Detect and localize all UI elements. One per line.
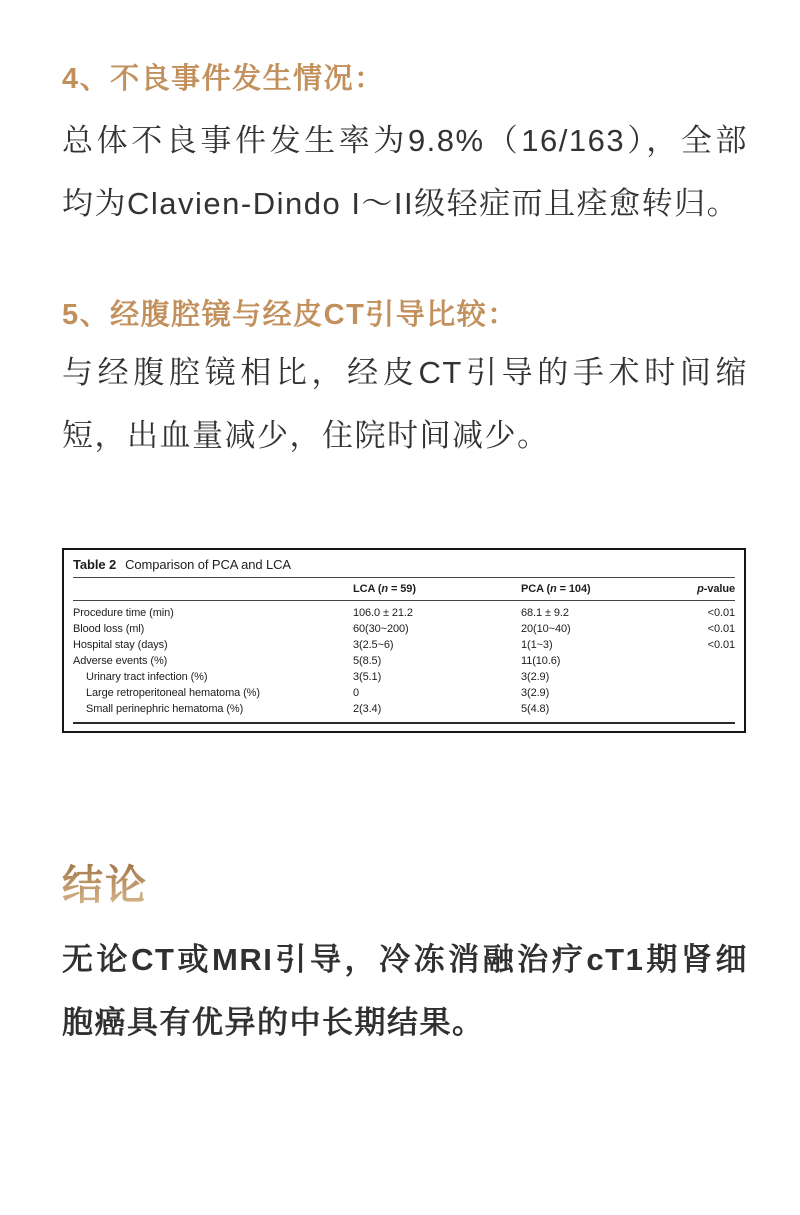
paragraph-line: 与经腹腔镜相比，经皮CT引导的手术时间缩 [62, 355, 748, 390]
header-text: PCA ( [521, 583, 551, 595]
row-label: Procedure time (min) [73, 607, 174, 619]
row-label: Small perinephric hematoma (%) [86, 703, 244, 715]
lca-value: 2(3.4) [353, 703, 382, 715]
section-5-paragraph [62, 341, 748, 467]
row-label: Urinary tract infection (%) [86, 671, 208, 683]
comparison-table [62, 548, 746, 733]
table-row [73, 621, 735, 637]
table-row [73, 653, 735, 669]
header-italic-n: n [381, 583, 389, 595]
lca-value: 106.0 ± 21.2 [353, 607, 413, 619]
p-value: <0.01 [707, 607, 735, 619]
pca-value: 3(2.9) [521, 671, 550, 683]
lca-value: 60(30~200) [353, 623, 409, 635]
p-value: <0.01 [707, 639, 735, 651]
table-row [73, 701, 735, 717]
table-title [73, 550, 735, 578]
lca-value: 3(5.1) [353, 671, 382, 683]
row-label: Blood loss (ml) [73, 623, 145, 635]
table-row [73, 669, 735, 685]
header-italic-n: n [550, 583, 557, 595]
lca-value: 0 [353, 687, 360, 699]
section-4-paragraph [62, 109, 748, 235]
pca-value: 3(2.9) [521, 687, 550, 699]
conclusion-paragraph [62, 928, 748, 1054]
pca-value: 11(10.6) [521, 655, 561, 667]
paragraph-line: 总体不良事件发生率为9.8%（16/163），全部 [62, 123, 748, 158]
lca-value: 3(2.5~6) [353, 639, 394, 651]
table-row [73, 605, 735, 621]
header-lca [353, 583, 521, 595]
lca-value: 5(8.5) [353, 655, 382, 667]
header-text: = 104) [556, 583, 591, 595]
header-text: LCA ( [353, 583, 382, 595]
table-number: Table 2 [73, 557, 117, 572]
p-value: <0.01 [707, 623, 735, 635]
header-pca [521, 583, 669, 595]
pca-value: 68.1 ± 9.2 [521, 607, 569, 619]
table-header-row [73, 578, 735, 601]
section-4-heading: 4、不良事件发生情况： [62, 63, 385, 95]
table-caption: Comparison of PCA and LCA [125, 557, 292, 572]
pca-value: 1(1~3) [521, 639, 553, 651]
pca-value: 20(10~40) [521, 623, 571, 635]
table-row [73, 637, 735, 653]
header-text: -value [703, 583, 735, 595]
pca-value: 5(4.8) [521, 703, 550, 715]
row-label: Large retroperitoneal hematoma (%) [86, 687, 260, 699]
paragraph-line: 均为Clavien-Dindo I～II级轻症而且痊愈转归。 [62, 186, 740, 221]
paragraph-line: 无论CT或MRI引导，冷冻消融治疗cT1期肾细 [62, 942, 748, 977]
row-label: Hospital stay (days) [73, 639, 168, 651]
paragraph-line: 短，出血量减少，住院时间减少。 [62, 418, 550, 453]
table-row [73, 685, 735, 701]
conclusion-heading: 结论 [62, 852, 148, 911]
row-label: Adverse events (%) [73, 655, 168, 667]
table-body [73, 601, 735, 724]
section-5-heading: 5、经腹腔镜与经皮CT引导比较： [62, 299, 518, 331]
paragraph-line: 胞癌具有优异的中长期结果。 [62, 1005, 485, 1040]
header-italic-p: p [697, 583, 704, 595]
header-pvalue [669, 583, 735, 595]
header-text: = 59) [388, 583, 416, 595]
